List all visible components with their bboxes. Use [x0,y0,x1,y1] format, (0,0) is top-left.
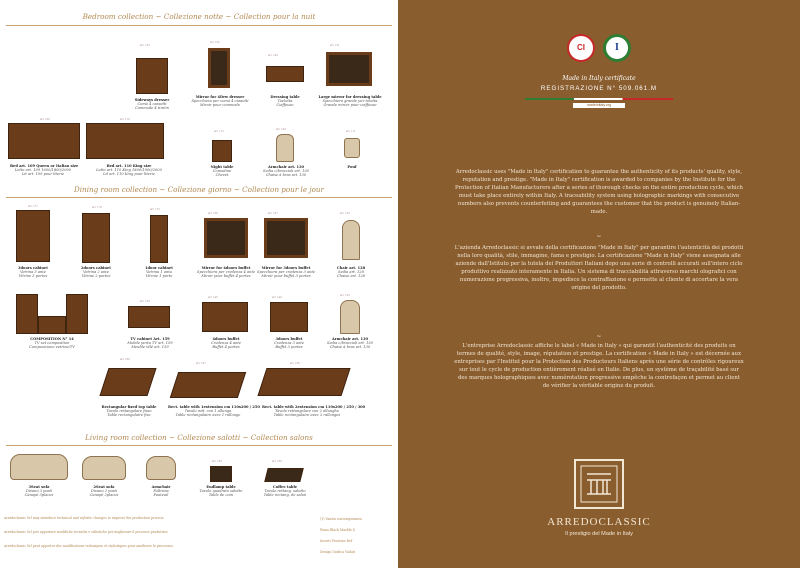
endlamp-table-image [210,466,232,482]
product-caption: 3doors cabinet Vetrina 3 ante Vitrine 3 portes [18,266,48,279]
product-caption: Endlamp table Tavolo quadrato salotto Table de coin [199,485,243,498]
composition-left-image [16,294,38,334]
sofa-image [10,454,68,480]
product-code: art. 130 [276,128,286,131]
flag-stripe [525,98,673,100]
large-mirror-image [326,52,372,86]
brand-logo-icon [573,458,625,510]
composition-right-image [66,294,88,334]
product-code: art. 159 [140,300,150,303]
product-caption: Rect. table with 2extension cm 110x200 / 250 / 300 Tavolo rettangolare con 2 allunghe Table rectangulaire avec 2 rallonges [262,405,366,418]
brand-name: ARREDOCLASSIC [547,516,651,528]
buffet-image [270,302,308,332]
ci-badge-icon: CI [567,34,595,62]
product-code: art. 188 [290,362,300,365]
product-caption: Mirror for 4doors buffet Specchiera per credenza 4 ante Miroir pour buffet 4 portes [196,266,256,279]
buffet-image [202,302,248,332]
bed-image [8,123,80,159]
product-code: art. 178 [92,206,102,209]
product-code: art. 112 [214,130,224,133]
night-table-image [212,140,232,162]
product-caption: TV cabinet Art. 159 Mobile porta TV art. 159 Meuble télé art. 159 [127,337,173,350]
cabinet-image [82,213,110,263]
living-title: Living room collection ~ Collezione salotti ~ Collection salons [85,433,313,442]
product-caption: Coffee table Tavolo rettang. salotto Table rectang. de salon [263,485,307,498]
dresser-image [136,58,168,94]
product-code: art. 135 [140,44,150,47]
product-caption: Chair art. 128 Sedia art. 128 Chaise art. 128 [336,266,366,279]
product-code: art. 161 [330,44,340,47]
dining-divider [6,197,392,198]
brand-panel [398,0,800,568]
product-code: art. 162 [210,41,220,44]
product-caption: Mirror for 4Drw dresser Specchiera per comò 4 cassetti Miroir pour commode [191,95,249,108]
finish-note: (1) Vanità contemporanea [320,517,362,521]
pouf-image [344,138,360,158]
product-caption: Armchair art. 130 Sedia c/braccioli art. 130 Chaise à bras art. 130 [263,165,309,178]
bedroom-title: Bedroom collection ~ Collezione notte ~ Collection pour la nuit [82,12,316,21]
finish-note: Piano Black Marble 4 [320,528,355,532]
product-caption: Bed art. 109 Queen or Italian size Letto art. 109 1600/1800/2000 Lit art. 109 pour literie [10,164,79,177]
product-code: art. 187 [196,362,206,365]
product-code: art. 149 [268,54,278,57]
italy-badge-icon: I [603,34,631,62]
table-image [99,368,156,396]
armchair-image [340,300,360,334]
product-caption: Rectangular fixed top table Tavolo rettangolare fisso Table rectangulaire fixe [101,405,157,418]
armchair-image [276,134,294,162]
footer-note: Arredoclassic Srl peut apporter des modifications techniques et stylistiques pour améliorer le processus. [4,544,174,548]
separator: ~ [596,233,602,240]
paragraph-french: L'entreprise Arredoclassic affiche le label « Made in Italy » qui garantit l'authenticité des produits en termes de qualité, style, image, réputation et prestige. La certification « Made in Italy » est décernée aux entreprises par l'Institut pour la Protection des Producteurs Italiens après une série de contrôles rigoureux sur tout le cycle de production entièrement réalisé en Italie. De plus, un système de traçabilité basé sur des marques holographiques avec numérotation progressive empêche la contrefaçon et permet au client de vérifier la véritable origine du produit. [454,343,744,390]
bed-image [86,123,164,159]
finish-note: Inserti Frontino Ref [320,539,353,543]
tv-cabinet-image [128,306,170,328]
catalog-panel [0,0,398,568]
product-code: art. 177 [28,205,38,208]
product-code: art. 145 [208,296,218,299]
product-code: art. 184 [272,460,282,463]
product-caption: 3Seat sofa Divano 3 posti Canapé 3places [24,485,54,498]
composition-tv-image [38,316,66,334]
product-caption: Dressing table Toeletta Coiffeuse [270,95,300,108]
product-caption: Armchair art. 130 Sedia c/braccioli art. 130 Chaise à bras art. 130 [327,337,373,350]
brand-tagline: Il prestigio del Made in Italy [565,531,633,537]
product-code: art. 170 [150,208,160,211]
product-code: art. 185 [212,460,222,463]
certificate-card [525,32,673,124]
product-caption: Rect. table with 1extension cm 110x200 / 250 Tavolo rett. con 1 allunga Table rectangulaire avec 1 rallonge [168,405,260,418]
cabinet-image [16,210,50,262]
product-code: art. 109 [40,118,50,121]
table-image [257,368,350,396]
product-caption: 2Seat sofa Divano 2 posti Canapé 2places [89,485,119,498]
cabinet-image [150,215,168,263]
dining-title: Dining room collection ~ Collezione giorno ~ Collection pour le jour [74,185,324,194]
mirror-image [204,218,248,258]
product-code: art. 144 [272,296,282,299]
mirror-image [208,48,230,88]
product-code: art. 168 [208,212,218,215]
armchair-image [146,456,176,480]
product-code: art. 111 [346,130,356,133]
product-caption: COMPOSITION N° 14 TV set composition Composizione vetrine/TV [29,337,75,350]
product-caption: Bed art. 110 King size Letto art. 110 King 1800/1900/2000 Lit art. 110 King pour literie [96,164,162,177]
sofa-image [82,456,126,480]
product-caption: 4doors buffet Credenza 4 ante Buffet 4 portes [211,337,241,350]
finish-note: Design Grafica Vailati [320,550,356,554]
separator: ~ [596,333,602,340]
living-divider [6,445,392,446]
product-caption: Sideways dresser Comò 4 cassetti Commode 4 tiroirs [134,98,170,111]
product-caption: Pouf [347,165,357,169]
certificate-url[interactable]: madeinitaly.org [573,103,625,108]
dressing-table-image [266,66,304,82]
paragraph-english: Arredoclassic uses "Made in Italy" certification to guarantee the authenticity of its products' quality, style, reputation and prestige. "Made in Italy" certification is awarded to companies by the Institute for the Protection of Italian Manufacturers after a series of thorough checks on the entire production cycle, which must take place entirely within Italy. A traceability system using holographic markings with consecutive numbers also prevents counterfeiting and guarantees the customer that the product is genuinely Italian-made. [455,169,743,216]
footer-note: Arredoclassic Srl può apportare modifiche tecniche e stilistiche per migliorare il processo produttivo. [4,530,169,534]
paragraph-italian: L'azienda Arredoclassic si avvale della certificazione "Made in Italy" per garantire l'autenticità dei prodotti nella loro qualità, stile, immagine, fama e prestigio. La certificazione "Made in Italy" viene assegnata alle aziende dall'Istituto per la tutela dei Produttori Italiani dopo una serie di controlli accurati sull'intero ciclo produttivo realizzato interamente in Italia. Un sistema di tracciabilità attraverso marchi olografici con numerazione progressiva, inoltre, impedisce la contraffazione e permette al cliente di accertare la vera origine del prodotto. [454,245,744,292]
coffee-table-image [264,468,303,482]
product-caption: Large mirror for dressing table Specchiera grande per toletta Grande miroir pour coiffeuse [318,95,382,108]
product-caption: Mirror for 3doors buffet Specchiera per credenza 3 ante Miroir pour buffet 3 portes [256,266,316,279]
bedroom-divider [6,25,392,26]
product-caption: Night table Comodino Chevet [210,165,234,178]
product-caption: Armchair Poltrona Fauteuil [151,485,171,498]
product-caption: 1door cabinet Vetrina 1 anta Vitrine 1 porte [145,266,173,279]
product-code: art. 128 [340,212,350,215]
product-caption: 2doors cabinet Vetrina 2 ante Vitrine 2 portes [81,266,111,279]
product-code: art. 186 [120,358,130,361]
product-code: art. 167 [268,212,278,215]
registration-number: REGISTRAZIONE N° 509.061.M [540,85,658,92]
mirror-image [264,218,308,258]
table-image [170,372,246,398]
product-code: art. 110 [120,118,130,121]
product-caption: 3doors buffet Credenza 3 ante Buffet 3 portes [274,337,304,350]
product-code: art. 130 [340,294,350,297]
chair-image [342,220,360,260]
footer-note: Arredoclassic Srl may introduce technical and stylistic changes to improve the production process. [4,516,165,520]
certificate-caption: Made in Italy certificate [562,75,636,82]
